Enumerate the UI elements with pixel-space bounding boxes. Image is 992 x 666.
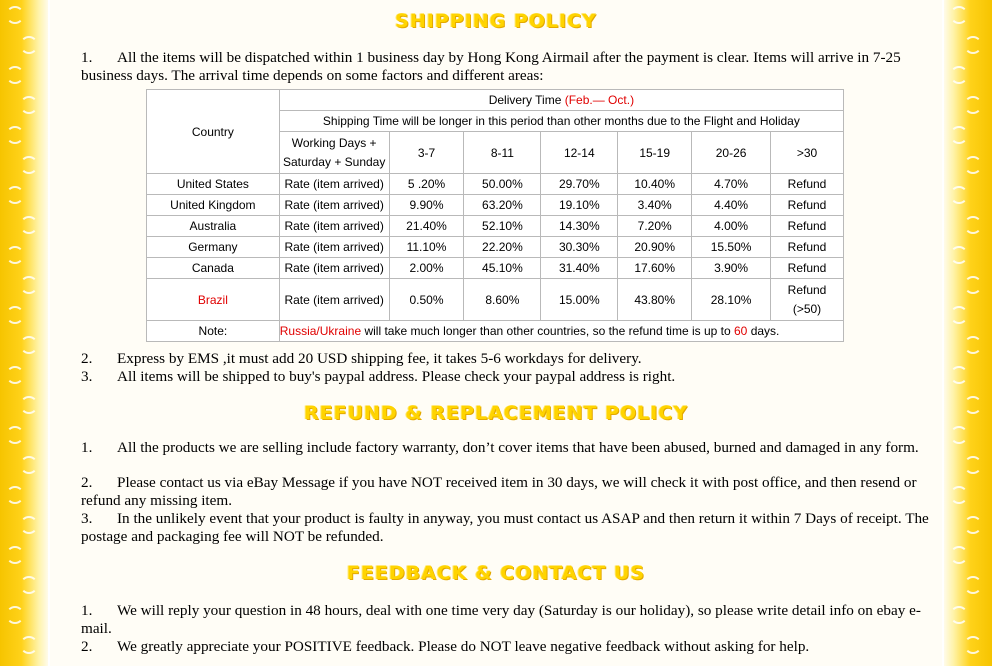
decorative-swirl [950, 246, 968, 264]
decorative-swirl [964, 216, 982, 234]
decorative-swirl [950, 366, 968, 384]
decorative-swirl [20, 96, 38, 114]
rate-cell: Refund [771, 258, 844, 279]
rate-cell: 2.00% [389, 258, 464, 279]
item-number: 2. [81, 474, 93, 491]
rate-cell: 0.50% [389, 279, 464, 321]
decorative-swirl [20, 276, 38, 294]
decorative-swirl [964, 516, 982, 534]
decorative-swirl [20, 36, 38, 54]
rate-cell [771, 279, 844, 321]
decorative-swirl [20, 216, 38, 234]
item-number: 3. [81, 368, 93, 385]
country-header: Country [147, 90, 280, 174]
policy-page [50, 0, 942, 666]
rate-label-cell: Rate (item arrived) [279, 174, 389, 195]
contact-item-2 [81, 638, 933, 656]
range-header: 15-19 [618, 132, 692, 174]
rate-cell: 21.40% [389, 216, 464, 237]
table-row [147, 216, 844, 237]
item-number: 1. [81, 49, 93, 66]
note-text-cell [279, 321, 843, 342]
decorative-swirl [964, 96, 982, 114]
item-text: We will reply your question in 48 hours, deal with one time very day (Saturday is our holiday), so please write detail info on ebay e-mail. [81, 602, 921, 637]
rate-cell: 45.10% [464, 258, 541, 279]
delivery-time-period: (Feb.— Oct.) [564, 93, 635, 107]
decorative-swirl [964, 336, 982, 354]
decorative-swirl [964, 36, 982, 54]
item-number: 3. [81, 510, 93, 527]
range-header: 20-26 [692, 132, 771, 174]
decorative-swirl [950, 486, 968, 504]
rate-cell: 15.00% [541, 279, 618, 321]
item-text: Please contact us via eBay Message if you have NOT received item in 30 days, we will check it with post office, and then resend or refund any missing item. [81, 474, 917, 509]
country-cell: United States [147, 174, 280, 195]
rate-cell: 4.00% [692, 216, 771, 237]
note-end: days. [747, 324, 780, 338]
note-text: will take much longer than other countries, so the refund time is up to [361, 324, 734, 338]
country-cell: Canada [147, 258, 280, 279]
item-text: Express by EMS ,it must add 20 USD shipping fee, it takes 5-6 workdays for delivery. [117, 350, 642, 367]
rate-cell: 8.60% [464, 279, 541, 321]
rate-cell: 14.30% [541, 216, 618, 237]
range-header: 3-7 [389, 132, 464, 174]
refund-threshold: (>50) [792, 302, 822, 316]
decorative-swirl [950, 546, 968, 564]
working-days-header [279, 132, 389, 174]
delivery-rate-table [146, 89, 844, 342]
rate-cell: 31.40% [541, 258, 618, 279]
decorative-border-left [0, 0, 48, 666]
rate-cell: 3.40% [618, 195, 692, 216]
rate-cell: 63.20% [464, 195, 541, 216]
item-text: All the items will be dispatched within 1 business day by Hong Kong Airmail after the payment is clear. Items will arrive in 7-25 business days. The arrival time depends on some factors and different areas: [81, 49, 901, 84]
rate-cell: 10.40% [618, 174, 692, 195]
item-text: In the unlikely event that your product is faulty in anyway, you must contact us ASAP and then return it within 7 Days of receipt. The postage and packaging fee will NOT be refunded. [81, 510, 929, 545]
rate-cell: 7.20% [618, 216, 692, 237]
shipping-item-3 [81, 368, 933, 386]
decorative-swirl [950, 186, 968, 204]
refund-policy-title: REFUND & REPLACEMENT POLICY [303, 402, 689, 424]
decorative-swirl [6, 366, 24, 384]
rate-cell: 5 .20% [389, 174, 464, 195]
rate-cell: Refund [771, 195, 844, 216]
decorative-swirl [6, 186, 24, 204]
delivery-time-label: Delivery Time [488, 93, 562, 107]
contact-item-1 [81, 602, 933, 638]
decorative-swirl [6, 606, 24, 624]
table-row-brazil [147, 279, 844, 321]
refund-item-3 [81, 510, 933, 546]
decorative-swirl [964, 456, 982, 474]
item-text: All the products we are selling include factory warranty, don’t cover items that have been abused, burned and damaged in any form. [117, 439, 919, 456]
decorative-swirl [6, 126, 24, 144]
table-row [147, 195, 844, 216]
rate-cell: 11.10% [389, 237, 464, 258]
decorative-swirl [20, 156, 38, 174]
rate-cell: 4.70% [692, 174, 771, 195]
rate-cell: 52.10% [464, 216, 541, 237]
table-row [147, 237, 844, 258]
rate-label-cell: Rate (item arrived) [279, 195, 389, 216]
decorative-swirl [950, 6, 968, 24]
rate-cell: 19.10% [541, 195, 618, 216]
shipping-item-1 [81, 49, 933, 85]
rate-cell: 9.90% [389, 195, 464, 216]
refund-item-1 [81, 439, 933, 457]
decorative-swirl [6, 426, 24, 444]
decorative-swirl [6, 546, 24, 564]
item-text: All items will be shipped to buy's paypal address. Please check your paypal address is right. [117, 368, 676, 385]
item-text: We greatly appreciate your POSITIVE feedback. Please do NOT leave negative feedback without asking for help. [117, 638, 810, 655]
decorative-swirl [964, 396, 982, 414]
decorative-swirl [950, 126, 968, 144]
range-header: 8-11 [464, 132, 541, 174]
rate-cell: Refund [771, 216, 844, 237]
refund-item-2 [81, 474, 933, 510]
item-number: 2. [81, 350, 93, 367]
working-days-header-line1: Working Days + [291, 136, 377, 150]
delivery-time-header [279, 90, 843, 111]
rate-cell: 22.20% [464, 237, 541, 258]
rate-cell: 17.60% [618, 258, 692, 279]
table-row [147, 174, 844, 195]
rate-cell: 3.90% [692, 258, 771, 279]
item-number: 2. [81, 638, 93, 655]
rate-cell: 15.50% [692, 237, 771, 258]
decorative-swirl [964, 156, 982, 174]
decorative-swirl [20, 516, 38, 534]
decorative-swirl [6, 306, 24, 324]
decorative-swirl [20, 396, 38, 414]
shipping-time-notice: Shipping Time will be longer in this period than other months due to the Flight and Holiday [279, 111, 843, 132]
rate-cell: 20.90% [618, 237, 692, 258]
rate-cell: 43.80% [618, 279, 692, 321]
rate-cell: 4.40% [692, 195, 771, 216]
item-number: 1. [81, 439, 93, 456]
decorative-swirl [20, 576, 38, 594]
rate-cell: Refund [771, 174, 844, 195]
decorative-swirl [20, 336, 38, 354]
decorative-swirl [964, 276, 982, 294]
item-number: 1. [81, 602, 93, 619]
note-highlight: Russia/Ukraine [279, 324, 362, 338]
decorative-swirl [964, 636, 982, 654]
note-days: 60 [734, 324, 748, 338]
rate-label-cell: Rate (item arrived) [279, 237, 389, 258]
refund-label: Refund [787, 283, 827, 297]
decorative-border-right [944, 0, 992, 666]
decorative-swirl [6, 66, 24, 84]
rate-cell: 50.00% [464, 174, 541, 195]
decorative-swirl [950, 66, 968, 84]
rate-cell: Refund [771, 237, 844, 258]
note-label: Note: [147, 321, 280, 342]
decorative-swirl [20, 456, 38, 474]
shipping-policy-title: SHIPPING POLICY [395, 10, 597, 32]
decorative-swirl [950, 306, 968, 324]
decorative-swirl [964, 576, 982, 594]
rate-label-cell: Rate (item arrived) [279, 258, 389, 279]
contact-title: FEEDBACK & CONTACT US [346, 562, 646, 584]
table-row [147, 258, 844, 279]
decorative-swirl [20, 636, 38, 654]
rate-cell: 29.70% [541, 174, 618, 195]
country-cell: Brazil [147, 279, 280, 321]
decorative-swirl [6, 486, 24, 504]
decorative-swirl [6, 6, 24, 24]
rate-label-cell: Rate (item arrived) [279, 216, 389, 237]
country-cell: Germany [147, 237, 280, 258]
rate-cell: 30.30% [541, 237, 618, 258]
decorative-swirl [950, 606, 968, 624]
table-note-row [147, 321, 844, 342]
range-header: 12-14 [541, 132, 618, 174]
range-header: >30 [771, 132, 844, 174]
country-cell: United Kingdom [147, 195, 280, 216]
decorative-swirl [6, 246, 24, 264]
decorative-swirl [950, 426, 968, 444]
shipping-item-2 [81, 350, 933, 368]
rate-label-cell: Rate (item arrived) [279, 279, 389, 321]
country-cell: Australia [147, 216, 280, 237]
working-days-header-line2: Saturday + Sunday [282, 155, 386, 169]
rate-cell: 28.10% [692, 279, 771, 321]
